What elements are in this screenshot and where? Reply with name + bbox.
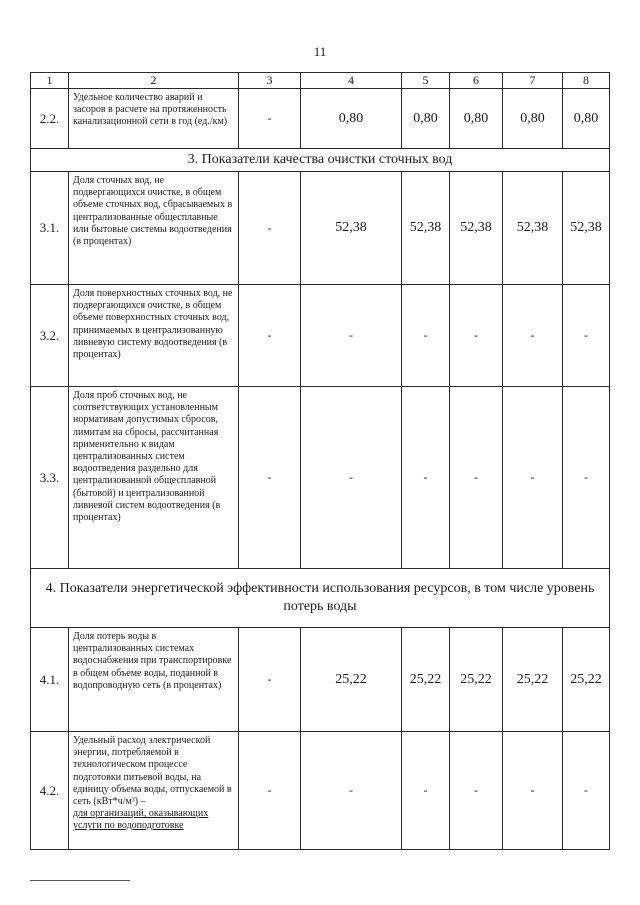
value-cell: - — [503, 732, 563, 850]
row-number: 4.2. — [31, 732, 69, 850]
table-row — [31, 172, 610, 285]
table-row — [31, 628, 610, 732]
section-title: 3. Показатели качества очистки сточных вод — [31, 149, 610, 172]
value-cell: 0,80 — [503, 89, 563, 149]
value-cell: - — [563, 285, 610, 387]
section-row — [31, 149, 610, 172]
value-cell: - — [563, 387, 610, 569]
value-cell: 52,38 — [563, 172, 610, 285]
value-cell: - — [503, 387, 563, 569]
header-cell: 5 — [402, 73, 450, 89]
value-cell: - — [239, 89, 301, 149]
value-cell: 0,80 — [450, 89, 503, 149]
value-cell: 25,22 — [402, 628, 450, 732]
value-cell: - — [301, 285, 402, 387]
value-cell: - — [402, 387, 450, 569]
indicators-table — [30, 72, 610, 850]
row-number: 3.3. — [31, 387, 69, 569]
header-cell: 7 — [503, 73, 563, 89]
value-cell: - — [301, 732, 402, 850]
value-cell: 25,22 — [563, 628, 610, 732]
value-cell: 52,38 — [503, 172, 563, 285]
table-row — [31, 732, 610, 850]
header-cell: 1 — [31, 73, 69, 89]
value-cell: - — [239, 732, 301, 850]
value-cell: - — [301, 387, 402, 569]
row-description — [69, 732, 239, 850]
header-cell: 3 — [239, 73, 301, 89]
value-cell: 25,22 — [450, 628, 503, 732]
row-description: Удельное количество аварий и засоров в расчете на протяженность канализационной сети в год (ед./км) — [69, 89, 239, 149]
row-number: 3.1. — [31, 172, 69, 285]
value-cell: - — [563, 732, 610, 850]
table-row — [31, 285, 610, 387]
value-cell: 0,80 — [402, 89, 450, 149]
value-cell: 25,22 — [503, 628, 563, 732]
row-number: 3.2. — [31, 285, 69, 387]
table-row — [31, 387, 610, 569]
value-cell: - — [239, 387, 301, 569]
value-cell: 0,80 — [563, 89, 610, 149]
table-row — [31, 89, 610, 149]
row-description: Доля поверхностных сточных вод, не подвергающихся очистке, в общем объеме поверхностных сточных вод, принимаемых в централизованную ливневую систему водоотведения (в процентах) — [69, 285, 239, 387]
value-cell: - — [239, 628, 301, 732]
value-cell: 52,38 — [402, 172, 450, 285]
value-cell: 0,80 — [301, 89, 402, 149]
value-cell: - — [239, 172, 301, 285]
value-cell: - — [402, 732, 450, 850]
header-cell: 2 — [69, 73, 239, 89]
section-title: 4. Показатели энергетической эффективности использования ресурсов, в том числе уровень потерь воды — [31, 569, 610, 628]
header-cell: 4 — [301, 73, 402, 89]
section-row — [31, 569, 610, 628]
row-description: Доля сточных вод, не подвергающихся очистке, в общем объеме сточных вод, сбрасываемых в централизованные общесплавные или бытовые системы водоотведения (в процентах) — [69, 172, 239, 285]
row-description: Доля проб сточных вод, не соответствующих установленным нормативам допустимых сбросов, лимитам на сбросы, рассчитанная применительно к видам централизованных систем водоотведения раздельно для централизованной общесплавной (бытовой) и централизованной ливневой систем водоотведения (в процентах) — [69, 387, 239, 569]
footnote-divider — [30, 880, 130, 881]
row-description-text: Удельный расход электрической энергии, потребляемой в технологическом процессе подготовки питьевой воды, на единицу объема воды, отпускаемой в сеть (кВт*ч/м³) – — [73, 735, 232, 808]
value-cell: 52,38 — [301, 172, 402, 285]
header-row — [31, 73, 610, 89]
value-cell: 52,38 — [450, 172, 503, 285]
value-cell: 25,22 — [301, 628, 402, 732]
value-cell: - — [450, 285, 503, 387]
header-cell: 6 — [450, 73, 503, 89]
value-cell: - — [402, 285, 450, 387]
header-cell: 8 — [563, 73, 610, 89]
value-cell: - — [450, 387, 503, 569]
value-cell: - — [503, 285, 563, 387]
value-cell: - — [450, 732, 503, 850]
row-description-underlined: для организаций, оказывающих услуги по водоподготовке — [73, 808, 209, 832]
row-number: 4.1. — [31, 628, 69, 732]
page-number: 11 — [313, 44, 327, 59]
row-number: 2.2. — [31, 89, 69, 149]
row-description: Доля потерь воды в централизованных системах водоснабжения при транспортировке в общем объеме воды, поданной в водопроводную сеть (в процентах) — [69, 628, 239, 732]
value-cell: - — [239, 285, 301, 387]
